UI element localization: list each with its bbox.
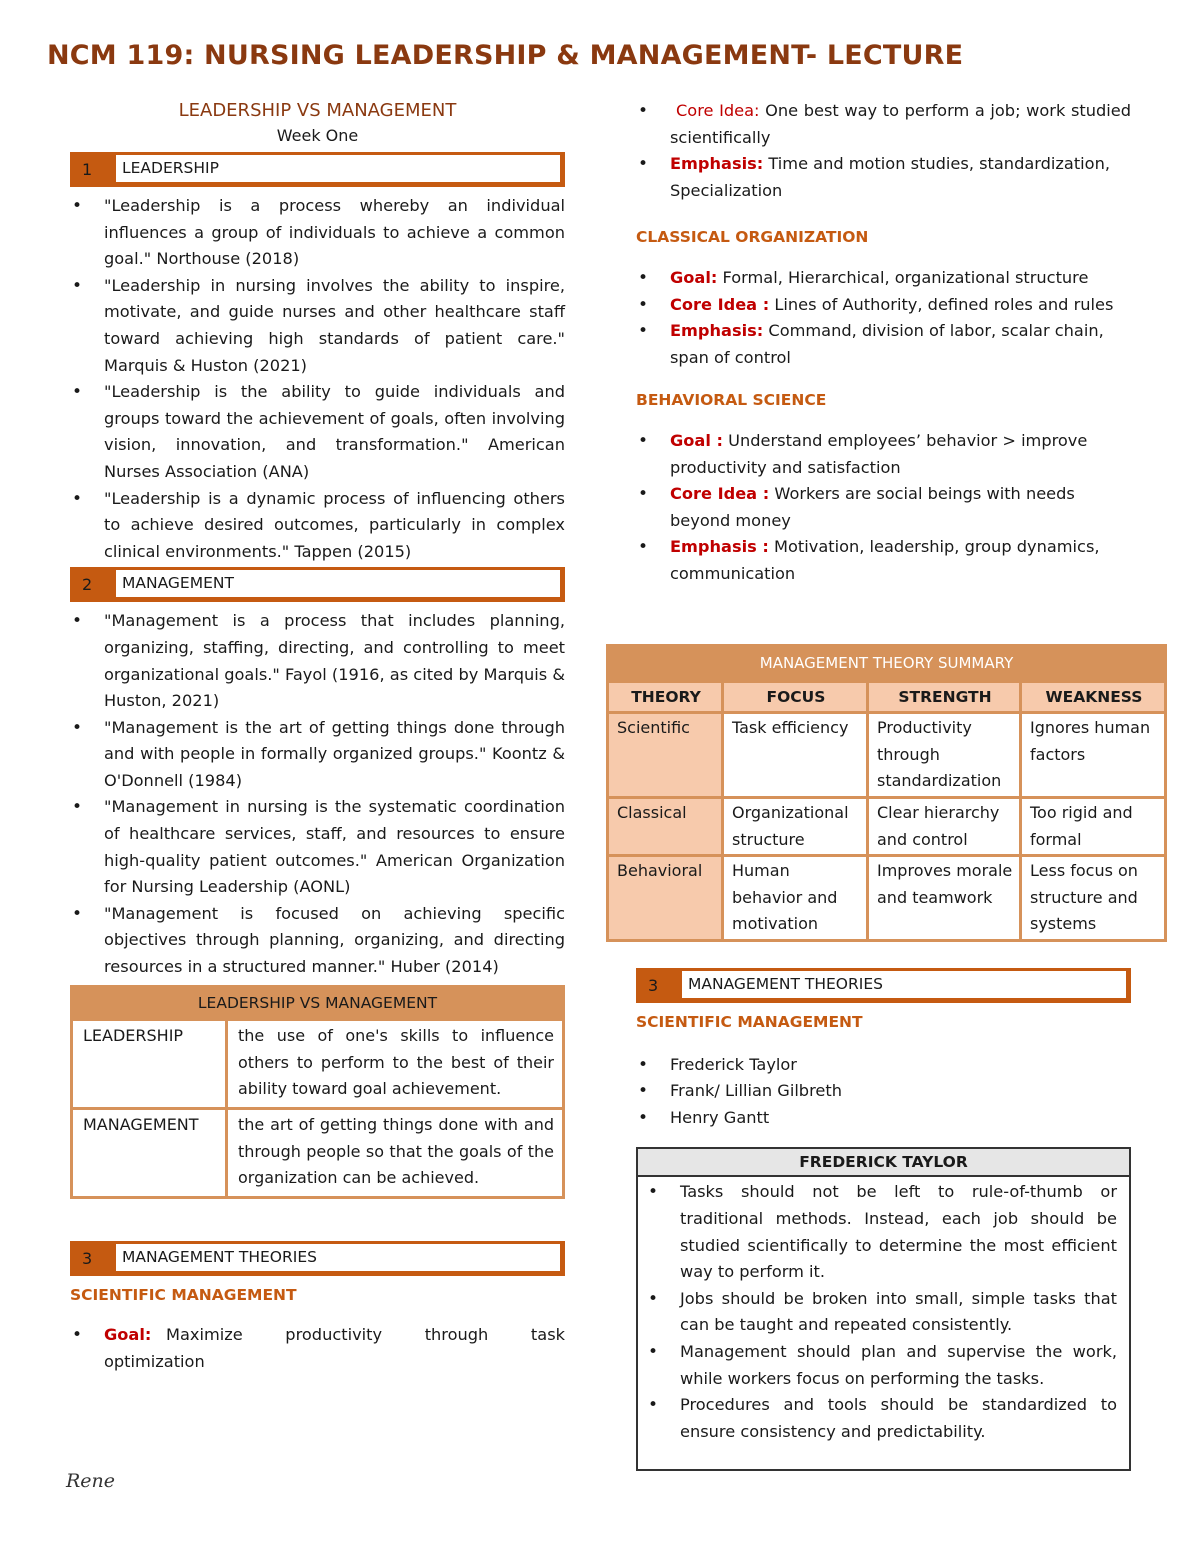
table-row [73,1021,562,1107]
subsection-heading: SCIENTIFIC MANAGEMENT [636,1013,863,1031]
goal-text: Maximize productivity through task optimization [104,1325,566,1371]
list-item: • Frank/ Lillian Gilbreth [636,1078,1131,1105]
table-cell: Task efficiency [724,714,866,796]
list-item: • "Leadership is the ability to guide individuals and groups toward the achievement of goals, often involving vision, innovation, and transformation." American Nurses Association (ANA) [70,379,565,485]
table-caption: MANAGEMENT THEORY SUMMARY [609,647,1164,680]
leadership-vs-management-table [70,985,565,1199]
classical-points [636,265,1131,371]
section-label: MANAGEMENT [116,570,560,597]
subsection-heading: CLASSICAL ORGANIZATION [636,228,869,247]
management-theory-summary-table [606,644,1167,942]
table-row [609,714,1164,796]
point-text: Understand employees’ behavior > improve productivity and satisfaction [670,430,1088,477]
section-label: LEADERSHIP [116,155,560,182]
table-cell: Improves morale and teamwork [869,857,1019,939]
table-header-row [609,683,1164,712]
right-lower-column [636,964,1131,1471]
scientific-points [636,98,1131,204]
list-item [636,265,1131,292]
list-item: • Henry Gantt [636,1105,1131,1132]
table-cell: Behavioral [609,857,721,939]
table-cell-term: LEADERSHIP [73,1021,225,1107]
taylor-principles [638,1177,1129,1469]
point-label: Core Idea: [676,101,760,120]
list-item: • "Management in nursing is the systematic coordination of healthcare services, staff, and resources to ensure high-quality patient outcomes." American Organization for Nursing Leadership (AONL) [70,794,565,900]
list-item: • "Management is the art of getting things done through and with people in formally organized groups." Koontz & O'Donnell (1984) [70,715,565,795]
point-text: Lines of Authority, defined roles and rules [774,294,1114,314]
section-number: 3 [82,1248,93,1268]
table-cell-definition: the art of getting things done with and through people so that the goals of the organization can be achieved. [228,1110,562,1196]
left-column [70,98,565,1376]
section-bar-theories [70,1241,565,1276]
table-cell: Classical [609,799,721,854]
point-label: Goal: [670,267,718,287]
behavioral-points [636,428,1131,588]
section-bar-leadership [70,152,565,187]
summary-table-wrap [606,644,1167,942]
list-item [636,534,1131,587]
scientific-goal-list [70,1322,565,1375]
list-item: • Tasks should not be left to rule-of-thumb or traditional methods. Instead, each job should be studied scientifically to determine the most efficient way to perform it. [646,1179,1117,1285]
table-cell-term: MANAGEMENT [73,1110,225,1196]
column-header: WEAKNESS [1022,683,1164,712]
point-label: Goal : [670,430,723,450]
table-row [73,1110,562,1196]
point-label: Emphasis : [670,537,769,557]
section-label: MANAGEMENT THEORIES [116,1244,560,1271]
list-item: • "Leadership is a process whereby an individual influences a group of individuals to achieve a common goal." Northouse (2018) [70,193,565,273]
point-text: Workers are social beings with needs beyond money [670,484,1075,530]
list-item [636,151,1131,204]
subsection-heading: BEHAVIORAL SCIENCE [636,391,827,410]
point-text: One best way to perform a job; work studied scientifically [670,101,1132,147]
leadership-definitions [70,193,565,565]
table-cell: Ignores human factors [1022,714,1164,796]
point-label: Core Idea : [670,484,770,504]
section-number: 3 [648,976,659,995]
table-cell: Organizational structure [724,799,866,854]
table-caption: LEADERSHIP VS MANAGEMENT [73,988,562,1019]
table-cell: Human behavior and motivation [724,857,866,939]
point-label: Core Idea : [670,294,770,314]
section-number: 2 [82,575,93,595]
point-text: Formal, Hierarchical, organizational structure [722,267,1089,287]
section-heading: LEADERSHIP VS MANAGEMENT [178,100,457,121]
list-item: • "Management is focused on achieving specific objectives through planning, organizing, and directing resources in a structured manner." Huber (2014) [70,901,565,981]
management-definitions [70,608,565,980]
box-caption: FREDERICK TAYLOR [638,1149,1129,1177]
table-cell: Scientific [609,714,721,796]
point-text: Motivation, leadership, group dynamics, communication [670,537,1100,583]
table-row [609,857,1164,939]
list-item: • Jobs should be broken into small, simple tasks that can be taught and repeated consistently. [646,1286,1117,1339]
table-cell: Clear hierarchy and control [869,799,1019,854]
column-header: FOCUS [724,683,866,712]
week-label: Week One [276,126,359,145]
list-item [636,481,1131,534]
section-bar-management [70,567,565,602]
list-item: • "Management is a process that includes planning, organizing, staffing, directing, and controlling to meet organizational goals." Fayol (1916, as cited by Marquis & Huston, 2021) [70,608,565,714]
point-text: Command, division of labor, scalar chain, span of control [670,321,1104,367]
section-label: MANAGEMENT THEORIES [682,971,1126,998]
document-title: NCM 119: NURSING LEADERSHIP & MANAGEMENT- LECTURE [47,40,964,71]
section-bar-theories [636,968,1131,1003]
subsection-heading: SCIENTIFIC MANAGEMENT [70,1285,297,1304]
table-cell: Too rigid and formal [1022,799,1164,854]
right-column [636,98,1131,588]
frederick-taylor-box [636,1147,1131,1471]
goal-label: Goal: [104,1325,152,1345]
list-item: • "Leadership in nursing involves the ability to inspire, motivate, and guide nurses and other healthcare staff toward achieving high standards of patient care." Marquis & Huston (2021) [70,273,565,379]
signature: Rene [66,1470,116,1492]
column-header: STRENGTH [869,683,1019,712]
table-cell: Less focus on structure and systems [1022,857,1164,939]
list-item [636,98,1131,151]
list-item: • Frederick Taylor [636,1052,1131,1079]
list-item: • Procedures and tools should be standardized to ensure consistency and predictability. [646,1392,1117,1445]
column-header: THEORY [609,683,721,712]
list-item [636,318,1131,371]
point-label: Emphasis: [670,154,764,174]
list-item [636,428,1131,481]
table-row [609,799,1164,854]
list-item [70,1322,565,1375]
point-label: Emphasis: [670,321,764,341]
list-item [636,292,1131,319]
scientific-management-people [636,1052,1131,1132]
list-item: • "Leadership is a dynamic process of influencing others to achieve desired outcomes, particularly in complex clinical environments." Tappen (2015) [70,486,565,566]
point-text: Time and motion studies, standardization, Specialization [670,154,1110,200]
table-cell-definition: the use of one's skills to influence others to perform to the best of their ability toward goal achievement. [228,1021,562,1107]
table-cell: Productivity through standardization [869,714,1019,796]
list-item: • Management should plan and supervise the work, while workers focus on performing the tasks. [646,1339,1117,1392]
section-number: 1 [82,160,93,179]
